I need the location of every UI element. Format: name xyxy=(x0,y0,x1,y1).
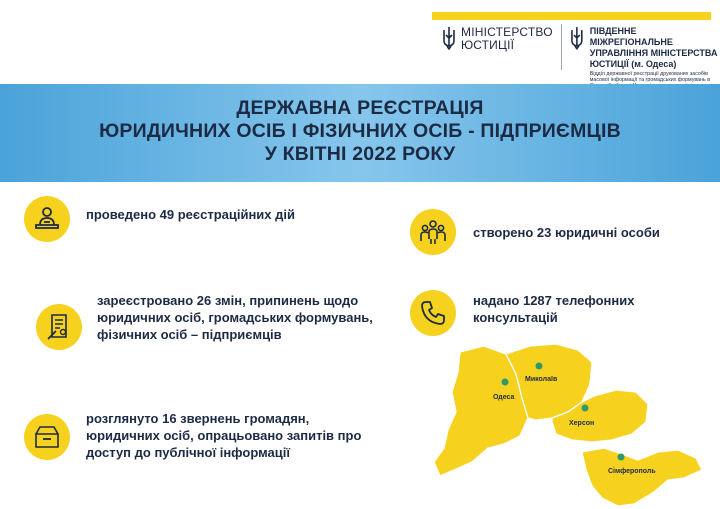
department-name-line3: ЮСТИЦІЇ (м. Одеса) xyxy=(589,59,677,69)
appeals-stat: розглянуто 16 звернень громадян, юридичних осіб, опрацьовано запитів про доступ до публічної інформації xyxy=(86,411,362,460)
department-subtitle: Відділ державної реєстрації друкованих засобів масової інформації та громадських формувань в xyxy=(589,71,711,84)
changes-stat: зареєстровано 26 змін, припинень щодо юридичних осіб, громадських формувань, фізичних осіб – підприємців xyxy=(97,293,373,342)
map-pin-icon xyxy=(582,405,589,412)
page-title xyxy=(0,97,720,166)
city-label-simferopol: Сімферополь xyxy=(608,468,656,475)
header-accent-bar xyxy=(432,12,711,20)
title-line3: У КВІТНІ 2022 РОКУ xyxy=(264,143,456,165)
appeals-badge xyxy=(24,414,70,460)
department-name-line2: УПРАВЛІННЯ МІНІСТЕРСТВА xyxy=(589,48,718,58)
consultations-badge xyxy=(410,290,456,336)
trident-icon xyxy=(441,26,457,50)
title-line1: ДЕРЖАВНА РЕЄСТРАЦІЯ xyxy=(236,97,484,119)
trident-icon xyxy=(569,26,585,50)
city-label-kherson: Херсон xyxy=(569,420,595,427)
legal-entities-stat: створено 23 юридичні особи xyxy=(473,225,660,240)
document-sign-icon xyxy=(44,312,74,342)
registrations-stat: проведено 49 реєстраційних дій xyxy=(86,207,295,222)
ministry-name-line2: ЮСТИЦІЇ xyxy=(461,38,515,52)
person-at-desk-icon xyxy=(32,204,62,234)
consultations-stat: надано 1287 телефонних консультацій xyxy=(473,293,635,325)
ministry-name-line1: МІНІСТЕРСТВО xyxy=(461,25,553,39)
group-people-icon xyxy=(418,217,448,247)
crimea-region xyxy=(582,448,702,506)
city-label-mykolaiv: Миколаїв xyxy=(525,376,558,383)
registrations-badge xyxy=(24,196,70,242)
title-line2: ЮРИДИЧНИХ ОСІБ І ФІЗИЧНИХ ОСІБ - ПІДПРИЄМЦІВ xyxy=(99,120,621,142)
city-label-odesa: Одеса xyxy=(493,394,515,401)
changes-badge xyxy=(36,304,82,350)
map-pin-icon xyxy=(618,454,625,461)
region-map xyxy=(432,340,720,509)
map-pin-icon xyxy=(536,363,543,370)
department-name-line1: ПІВДЕННЕ МІЖРЕГІОНАЛЬНЕ xyxy=(589,26,673,47)
legal-entities-badge xyxy=(410,209,456,255)
header-divider xyxy=(561,24,562,70)
phone-icon xyxy=(418,298,448,328)
map-pin-icon xyxy=(502,379,509,386)
inbox-tray-icon xyxy=(32,422,62,452)
ministry-logo xyxy=(441,26,553,52)
